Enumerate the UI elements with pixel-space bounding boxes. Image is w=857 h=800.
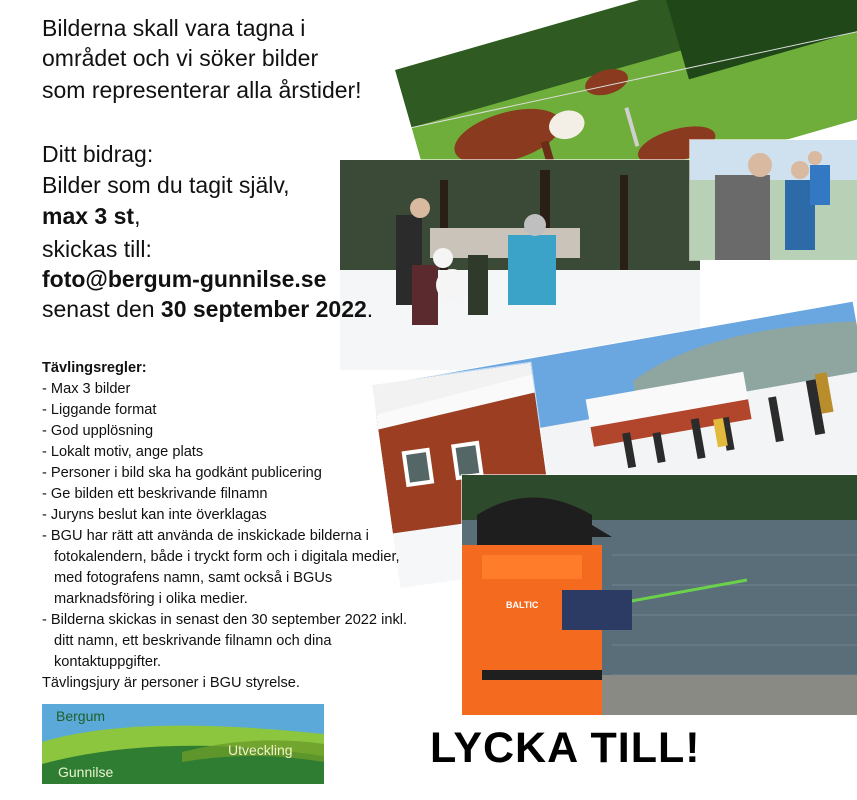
rule-item: - Personer i bild ska ha godkänt publicering	[42, 463, 422, 484]
intro-line-1: Bilderna skall vara tagna i	[42, 15, 306, 41]
rule-item: - Ge bilden ett beskrivande filnamn	[42, 484, 422, 505]
contribution-email[interactable]: foto@bergum-gunnilse.se	[42, 266, 327, 292]
contribution-sent-to: skickas till:	[42, 236, 152, 262]
rule-item: - Juryns beslut kan inte överklagas	[42, 505, 422, 526]
rule-item: - Bilderna skickas in senast den 30 september 2022 inkl. ditt namn, ett beskrivande filnamn och dina kontaktuppgifter.	[42, 610, 422, 673]
rules-title: Tävlingsregler:	[42, 360, 147, 376]
rule-item: - Lokalt motiv, ange plats	[42, 442, 422, 463]
contribution-max	[42, 203, 140, 230]
intro-line-2: området och vi söker bilder	[42, 45, 319, 71]
rule-item: - Max 3 bilder	[42, 379, 422, 400]
rule-item: - God upplösning	[42, 421, 422, 442]
rule-item: - Liggande format	[42, 400, 422, 421]
contribution-deadline	[42, 296, 373, 323]
vest-brand-label: BALTIC	[506, 600, 539, 610]
logo-text-bergum: Bergum	[56, 708, 106, 724]
child-fishing-photo	[462, 475, 857, 715]
max-count-suffix: ,	[134, 203, 141, 229]
rules-list	[42, 379, 422, 673]
family-group-photo	[690, 140, 857, 260]
logo-text-gunnilse: Gunnilse	[58, 764, 114, 780]
contribution-heading: Ditt bidrag:	[42, 141, 154, 167]
jury-note: Tävlingsjury är personer i BGU styrelse.	[42, 675, 300, 691]
competition-rules	[42, 358, 422, 694]
deadline-prefix: senast den	[42, 296, 161, 322]
deadline-suffix: .	[366, 296, 374, 322]
intro-line-3: som representerar alla årstider!	[42, 77, 362, 103]
logo-text-utveckling: Utveckling	[228, 742, 293, 758]
rule-item: - BGU har rätt att använda de inskickade bilderna i fotokalendern, både i tryckt form och i digitala medier, med fotografens namn, samt också i BGUs marknadsföring i olika medier.	[42, 526, 422, 610]
deadline-date: 30 september 2022	[160, 296, 367, 322]
good-luck-slogan: LYCKA TILL!	[430, 724, 701, 772]
bgu-logo	[42, 704, 324, 784]
contribution-line-1: Bilder som du tagit själv,	[42, 172, 290, 198]
max-count-text: max 3 st	[42, 203, 135, 229]
